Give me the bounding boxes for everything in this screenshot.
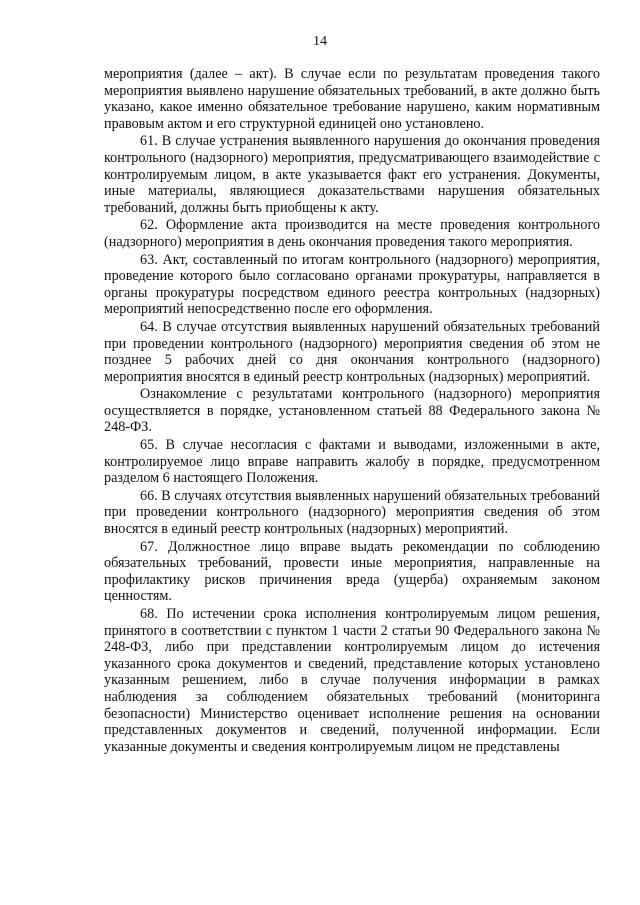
paragraph-68: 68. По истечении срока исполнения контролируемым лицом решения, принятого в соответствии с пунктом 1 части 2 статьи 90 Федерального закона № 248-ФЗ, либо при представлении контролируемым лицом до истечения указанного срока документов и сведений, представление которых установлено указанным решением, либо в случае получения информации в рамках наблюдения за соблюдением обязательных требований (мониторинга безопасности) Министерство оценивает исполнение решения на основании представленных документов и сведений, полученной информации. Если указанные документы и сведения контролируемым лицом не представлены [104, 606, 600, 755]
document-body [104, 66, 600, 755]
paragraph-63: 63. Акт, составленный по итогам контрольного (надзорного) мероприятия, проведение которого было согласовано органами прокуратуры, направляется в органы прокуратуры посредством единого реестра контрольных (надзорных) мероприятий непосредственно после его оформления. [104, 251, 600, 318]
paragraph-65: 65. В случае несогласия с фактами и выводами, изложенными в акте, контролируемое лицо вправе направить жалобу в порядке, предусмотренном разделом 6 настоящего Положения. [104, 437, 600, 487]
paragraph-64: 64. В случае отсутствия выявленных нарушений обязательных требований при проведении контрольного (надзорного) мероприятия сведения об этом не позднее 5 рабочих дней со дня окончания контрольного (надзорного) мероприятия вносятся в единый реестр контрольных (надзорных) мероприятий. [104, 318, 600, 385]
paragraph-64-familiarization: Ознакомление с результатами контрольного (надзорного) мероприятия осуществляется в порядке, установленном статьей 88 Федерального закона № 248-ФЗ. [104, 386, 600, 436]
paragraph-67: 67. Должностное лицо вправе выдать рекомендации по соблюдению обязательных требований, провести иные мероприятия, направленные на профилактику рисков причинения вреда (ущерба) охраняемым законом ценностям. [104, 538, 600, 605]
page-number: 14 [313, 34, 327, 49]
paragraph-continuation: мероприятия (далее – акт). В случае если по результатам проведения такого мероприятия выявлено нарушение обязательных требований, в акте должно быть указано, какое именно обязательное требование нарушено, каким нормативным правовым актом и его структурной единицей оно установлено. [104, 66, 600, 132]
paragraph-61: 61. В случае устранения выявленного нарушения до окончания проведения контрольного (надзорного) мероприятия, предусматривающего взаимодействие с контролируемым лицом, в акте указывается факт его устранения. Документы, иные материалы, являющиеся доказательствами нарушения обязательных требований, должны быть приобщены к акту. [104, 133, 600, 216]
paragraph-62: 62. Оформление акта производится на месте проведения контрольного (надзорного) мероприятия в день окончания проведения такого мероприятия. [104, 217, 600, 250]
paragraph-66: 66. В случаях отсутствия выявленных нарушений обязательных требований при проведении контрольного (надзорного) мероприятия сведения об этом вносятся в единый реестр контрольных (надзорных) мероприятий. [104, 487, 601, 538]
